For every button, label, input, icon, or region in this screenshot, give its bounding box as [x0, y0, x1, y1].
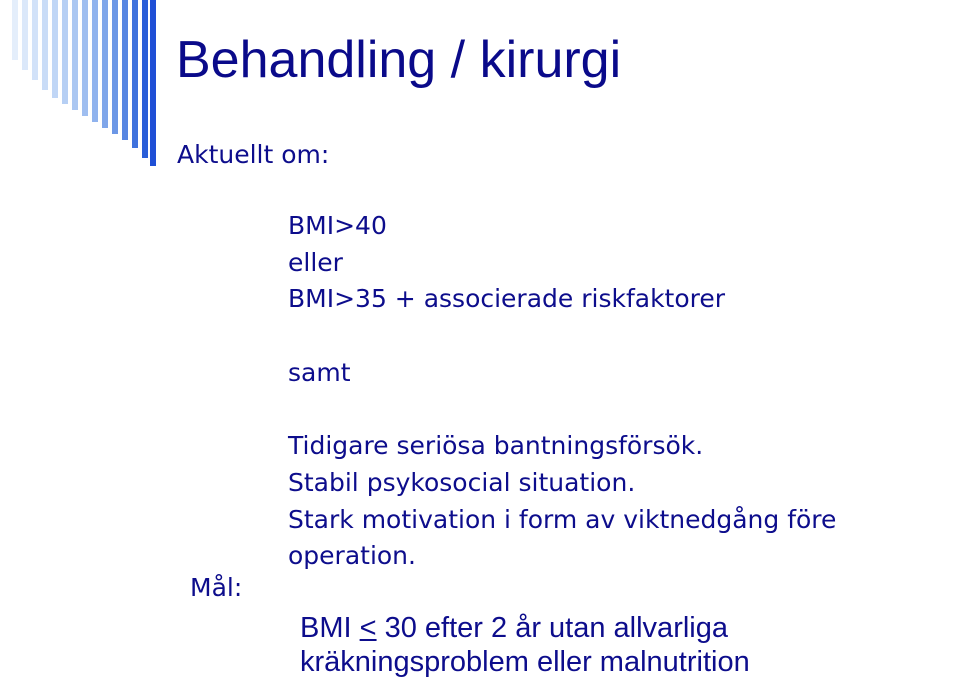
goal-suffix: 30 efter 2 år utan allvarliga [376, 612, 728, 644]
stripe [102, 0, 108, 128]
stripe [12, 0, 18, 60]
stripe [72, 0, 78, 110]
stripe [150, 0, 156, 166]
stripe [122, 0, 128, 140]
stripe [142, 0, 148, 158]
goal-prefix: BMI [300, 612, 360, 644]
criteria-line: Tidigare seriösa bantningsförsök. [288, 431, 704, 460]
slide-title: Behandling / kirurgi [176, 31, 622, 89]
goal-line: kräkningsproblem eller malnutrition [300, 646, 750, 678]
criteria-line: Stark motivation i form av viktnedgång före [288, 505, 837, 534]
stripe [82, 0, 88, 116]
stripe [52, 0, 58, 98]
stripe [132, 0, 138, 148]
stripe [42, 0, 48, 90]
criteria-line: samt [288, 358, 351, 387]
goal-label: Mål: [190, 573, 243, 602]
criteria-line: operation. [288, 541, 416, 570]
criteria-line: Stabil psykosocial situation. [288, 468, 636, 497]
less-or-equal-symbol: < [359, 612, 377, 644]
stripe [112, 0, 118, 134]
slide-subtitle: Aktuellt om: [177, 140, 330, 169]
stripe [22, 0, 28, 70]
stripe [32, 0, 38, 80]
stripe [62, 0, 68, 104]
criteria-line: BMI>40 [288, 211, 387, 240]
criteria-line: BMI>35 + associerade riskfaktorer [288, 284, 726, 313]
criteria-line: eller [288, 248, 343, 277]
goal-line [300, 612, 728, 645]
stripe [92, 0, 98, 122]
